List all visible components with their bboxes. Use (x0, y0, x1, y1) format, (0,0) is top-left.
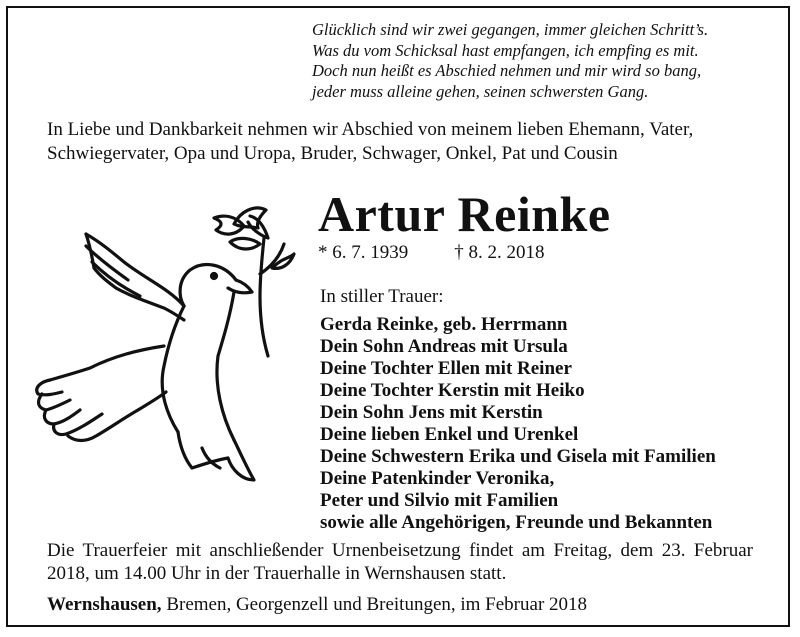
place-rest: Bremen, Georgenzell und Breitungen, im Februar 2018 (161, 594, 588, 615)
poem (312, 20, 782, 102)
intro-line: Schwiegervater, Opa und Uropa, Bruder, Schwager, Onkel, Pat und Cousin (47, 143, 618, 164)
mourner-line: Deine lieben Enkel und Urenkel (320, 424, 579, 445)
mourner-line: sowie alle Angehörigen, Freunde und Bekannten (320, 512, 713, 533)
mourner-line: Deine Tochter Kerstin mit Heiko (320, 380, 585, 401)
intro-line: In Liebe und Dankbarkeit nehmen wir Abschied von meinem lieben Ehemann, Vater, (47, 119, 694, 140)
death-date: † 8. 2. 2018 (454, 242, 545, 263)
mourner-line: Peter und Silvio mit Familien (320, 490, 559, 511)
poem-line: Doch nun heißt es Abschied nehmen und mir wird so bang, (312, 61, 702, 80)
place-town: Wernshausen, (47, 594, 162, 615)
dove-with-rose-icon (28, 196, 308, 496)
birth-date: * 6. 7. 1939 (318, 242, 409, 263)
poem-line: jeder muss alleine gehen, seinen schwersten Gang. (312, 81, 649, 101)
mourner-line: Deine Patenkinder Veronika, (320, 468, 555, 489)
mourner-line: Deine Tochter Ellen mit Reiner (320, 358, 572, 379)
deceased-name: Artur Reinke (318, 186, 611, 242)
mourner-line: Gerda Reinke, geb. Herrmann (320, 314, 568, 335)
funeral-notice: Die Trauerfeier mit anschließender Urnenbeisetzung findet am Freitag, dem 23. Februar 2018, um 14.00 Uhr in der Trauerhalle in Wernshausen statt. (47, 540, 753, 584)
place-date-line (47, 594, 587, 616)
life-dates (318, 241, 545, 265)
poem-line: Was du vom Schicksal hast empfangen, ich empfing es mit. (312, 40, 699, 60)
mourner-line: Dein Sohn Andreas mit Ursula (320, 336, 568, 357)
farewell-intro (47, 118, 767, 166)
mourner-line: Dein Sohn Jens mit Kerstin (320, 402, 543, 423)
poem-line: Glücklich sind wir zwei gegangen, immer gleichen Schritt’s. (312, 20, 709, 39)
mourners-list (320, 314, 716, 534)
mourner-line: Deine Schwestern Erika und Gisela mit Familien (320, 446, 716, 467)
mourning-intro: In stiller Trauer: (320, 286, 444, 307)
